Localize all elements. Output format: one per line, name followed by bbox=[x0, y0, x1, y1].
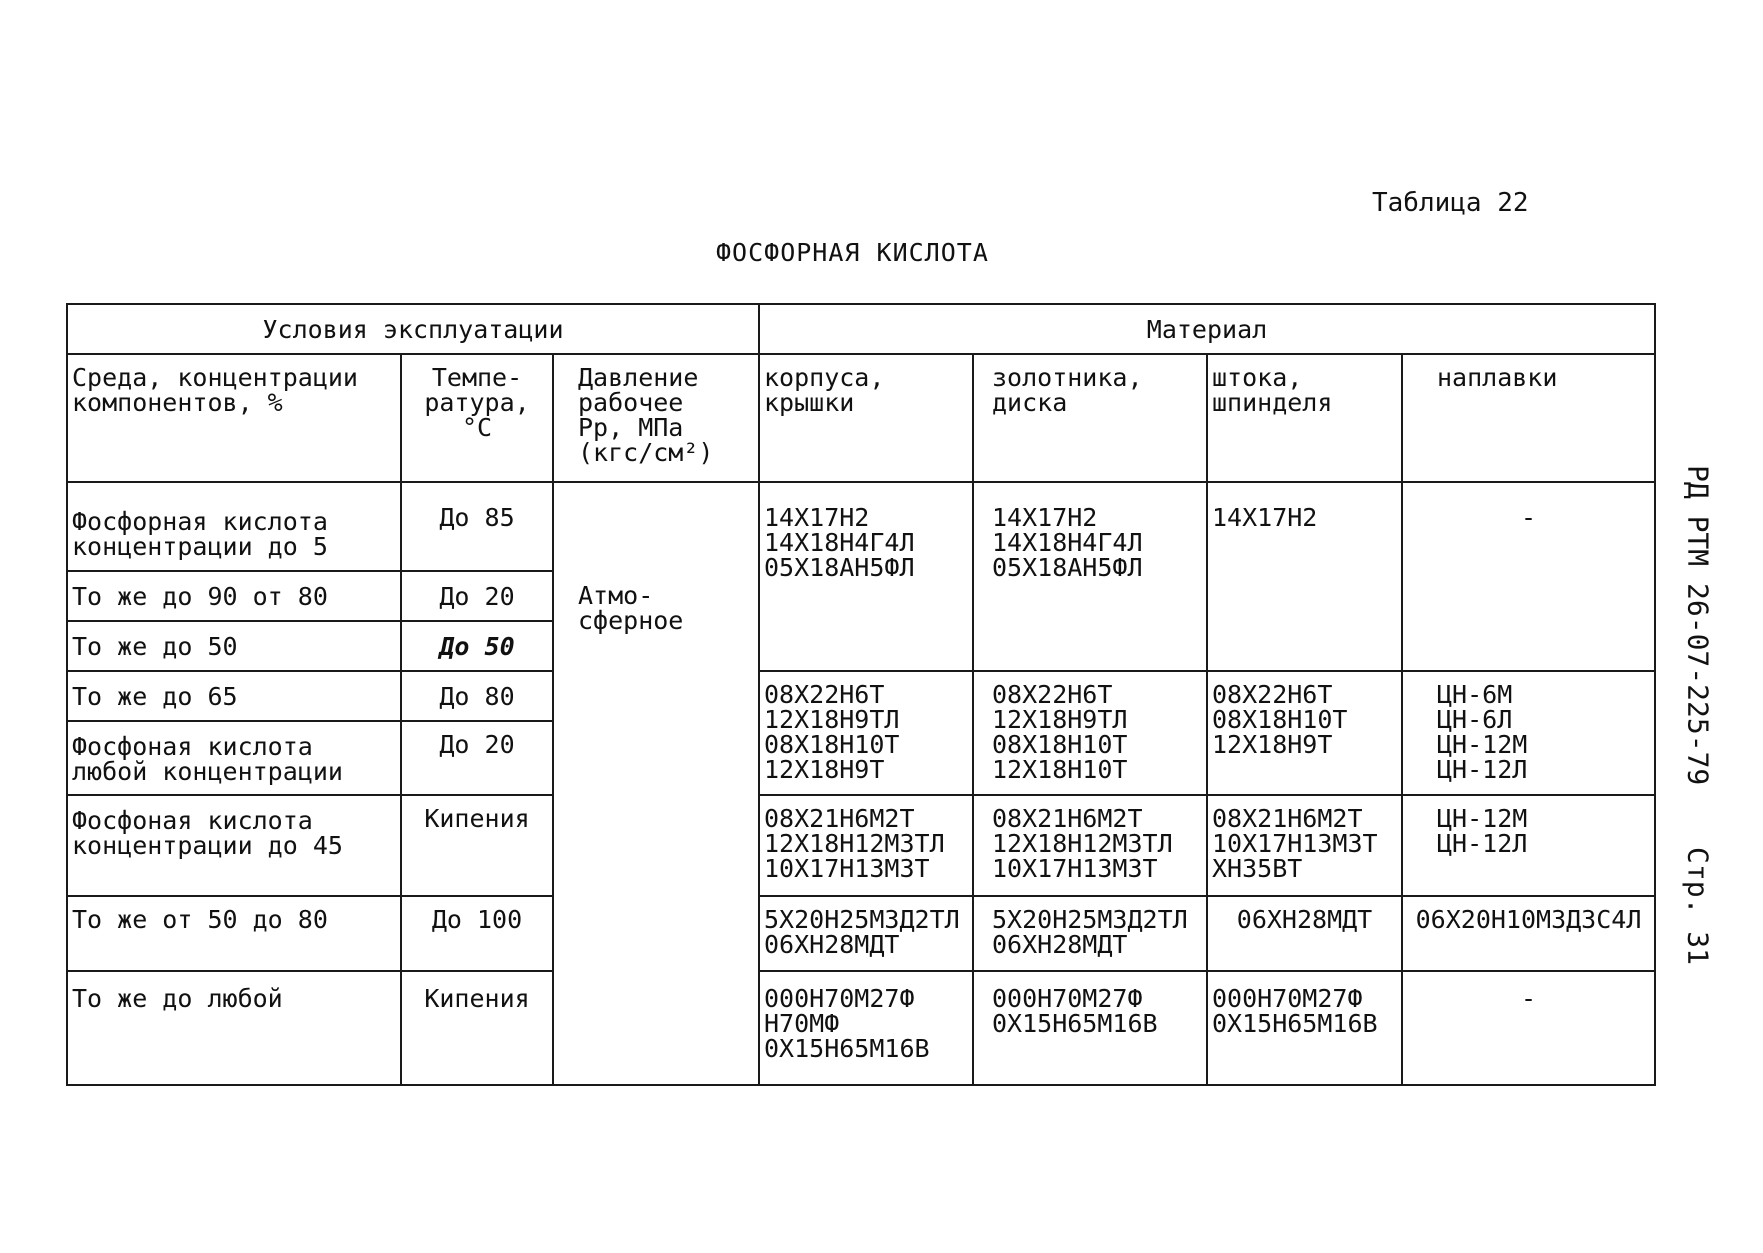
body-material-cell: 5Х20Н25М3Д2ТЛ 06ХН28МДТ bbox=[759, 896, 973, 971]
stem-material-cell: 08Х22Н6Т 08Х18Н10Т 12Х18Н9Т bbox=[1207, 671, 1402, 795]
overlay-material-cell: 06Х20Н10М3Д3С4Л bbox=[1402, 896, 1655, 971]
overlay-material-cell: ЦН-12М ЦН-12Л bbox=[1402, 795, 1655, 896]
temperature-cell: До 80 bbox=[401, 671, 553, 721]
materials-table bbox=[66, 303, 1656, 1086]
disc-material-cell: 14Х17Н2 14Х18Н4Г4Л 05Х18АН5ФЛ bbox=[973, 482, 1207, 671]
medium-cell: Фосфоная кислота любой концентрации bbox=[67, 721, 401, 795]
medium-cell: То же до 90 от 80 bbox=[67, 571, 401, 621]
header-disc-material: золотника, диска bbox=[973, 354, 1207, 482]
document-side-label bbox=[1668, 465, 1728, 966]
temperature-cell: До 100 bbox=[401, 896, 553, 971]
disc-material-cell: 000Н70М27Ф 0Х15Н65М16В bbox=[973, 971, 1207, 1085]
medium-cell: Фосфорная кислота концентрации до 5 bbox=[67, 482, 401, 571]
table-number: Таблица 22 bbox=[1372, 188, 1529, 218]
disc-material-cell: 08Х21Н6М2Т 12Х18Н12М3ТЛ 10Х17Н13М3Т bbox=[973, 795, 1207, 896]
temperature-cell: До 85 bbox=[401, 482, 553, 571]
medium-cell: То же до 50 bbox=[67, 621, 401, 671]
table-row bbox=[67, 896, 1655, 971]
medium-cell: То же до любой bbox=[67, 971, 401, 1085]
header-body-material: корпуса, крышки bbox=[759, 354, 973, 482]
medium-cell: То же до 65 bbox=[67, 671, 401, 721]
group-header-conditions: Условия эксплуатации bbox=[67, 304, 759, 354]
overlay-material-cell: ЦН-6М ЦН-6Л ЦН-12М ЦН-12Л bbox=[1402, 671, 1655, 795]
column-header-row bbox=[67, 354, 1655, 482]
overlay-material-cell: - bbox=[1402, 482, 1655, 671]
disc-material-cell: 5Х20Н25М3Д2ТЛ 06ХН28МДТ bbox=[973, 896, 1207, 971]
header-temperature: Темпе- ратура, °С bbox=[401, 354, 553, 482]
table-row bbox=[67, 482, 1655, 571]
temperature-cell: До 20 bbox=[401, 571, 553, 621]
overlay-material-cell: - bbox=[1402, 971, 1655, 1085]
header-overlay-material: наплавки bbox=[1402, 354, 1655, 482]
disc-material-cell: 08Х22Н6Т 12Х18Н9ТЛ 08Х18Н10Т 12Х18Н10Т bbox=[973, 671, 1207, 795]
page-number: Стр. 31 bbox=[1681, 847, 1715, 966]
body-material-cell: 14Х17Н2 14Х18Н4Г4Л 05Х18АН5ФЛ bbox=[759, 482, 973, 671]
medium-cell: То же от 50 до 80 bbox=[67, 896, 401, 971]
body-material-cell: 000Н70М27Ф Н70МФ 0Х15Н65М16В bbox=[759, 971, 973, 1085]
body-material-cell: 08Х21Н6М2Т 12Х18Н12М3ТЛ 10Х17Н13М3Т bbox=[759, 795, 973, 896]
temperature-cell: До 20 bbox=[401, 721, 553, 795]
table-title: ФОСФОРНАЯ КИСЛОТА bbox=[716, 238, 989, 267]
document-code: РД РТМ 26-07-225-79 bbox=[1681, 465, 1715, 786]
group-header-row bbox=[67, 304, 1655, 354]
temperature-cell: До 50 bbox=[401, 621, 553, 671]
table-row bbox=[67, 671, 1655, 721]
temperature-cell: Кипения bbox=[401, 795, 553, 896]
stem-material-cell: 14Х17Н2 bbox=[1207, 482, 1402, 671]
stem-material-cell: 06ХН28МДТ bbox=[1207, 896, 1402, 971]
group-header-material: Материал bbox=[759, 304, 1655, 354]
stem-material-cell: 000Н70М27Ф 0Х15Н65М16В bbox=[1207, 971, 1402, 1085]
pressure-cell: Атмо- сферное bbox=[553, 482, 759, 1085]
header-stem-material: штока, шпинделя bbox=[1207, 354, 1402, 482]
medium-cell: Фосфоная кислота концентрации до 45 bbox=[67, 795, 401, 896]
table-row bbox=[67, 971, 1655, 1085]
header-medium: Среда, концентрации компонентов, % bbox=[67, 354, 401, 482]
temperature-cell: Кипения bbox=[401, 971, 553, 1085]
table-row bbox=[67, 795, 1655, 896]
stem-material-cell: 08Х21Н6М2Т 10Х17Н13М3Т ХН35ВТ bbox=[1207, 795, 1402, 896]
body-material-cell: 08Х22Н6Т 12Х18Н9ТЛ 08Х18Н10Т 12Х18Н9Т bbox=[759, 671, 973, 795]
header-pressure: Давление рабочее Pр, МПа (кгс/см²) bbox=[553, 354, 759, 482]
